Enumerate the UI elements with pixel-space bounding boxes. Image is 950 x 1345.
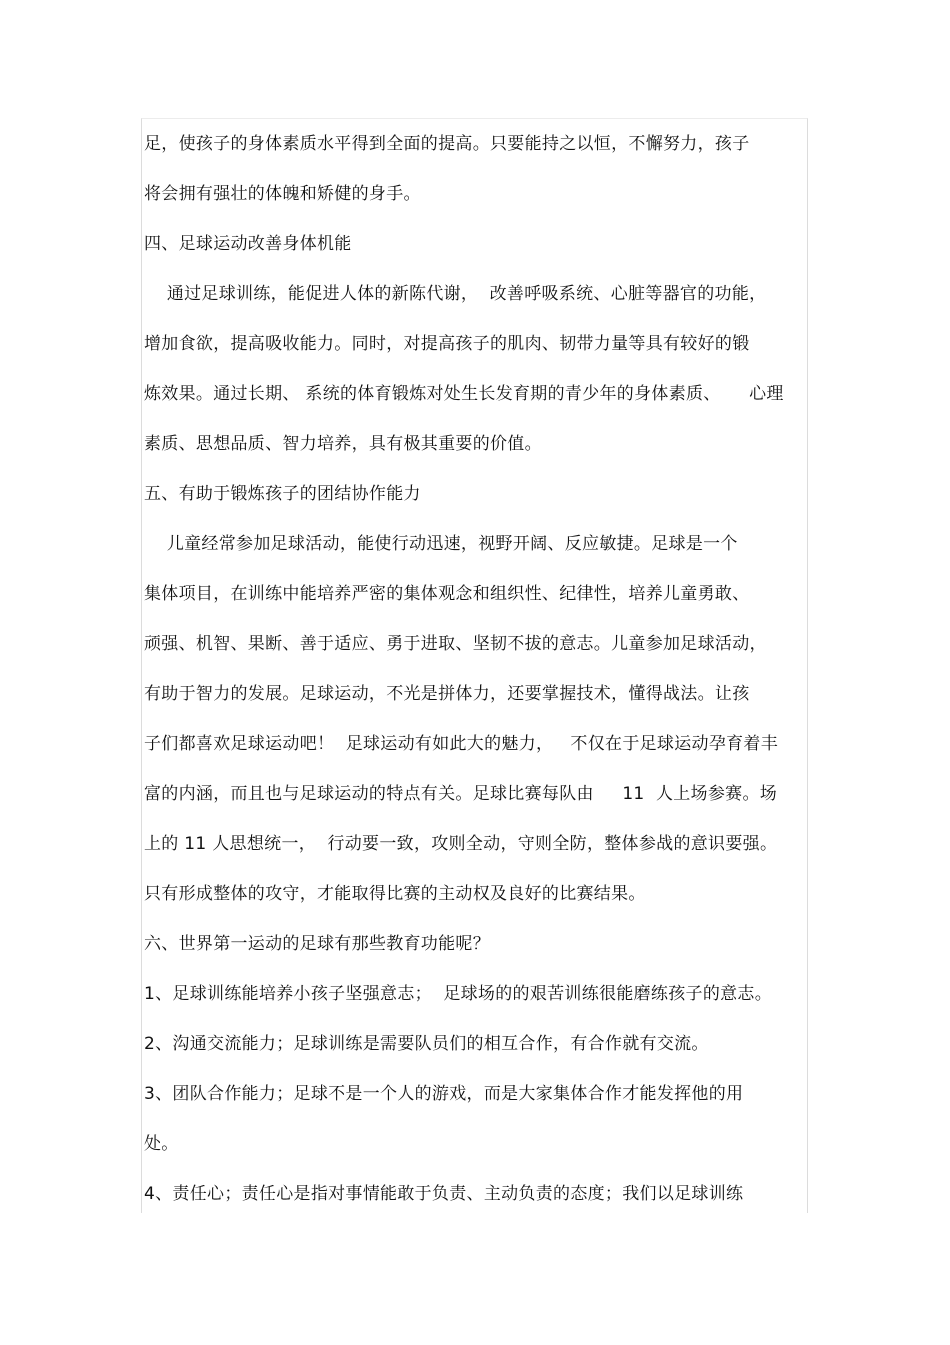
text-line: 有助于智力的发展。足球运动，不光是拼体力，还要掌握技术，懂得战法。让孩 — [144, 684, 750, 704]
section-heading: 四、足球运动改善身体机能 — [144, 234, 352, 254]
text-line: 顽强、机智、果断、善于适应、勇于进取、坚韧不拔的意志。儿童参加足球活动， — [144, 634, 767, 654]
text-line: 炼效果。通过长期、 系统的体育锻炼对处生长发育期的青少年的身体素质、 心理 — [144, 384, 784, 404]
text-line: 增加食欲，提高吸收能力。同时，对提高孩子的肌肉、韧带力量等具有较好的锻 — [144, 334, 750, 354]
section-heading: 五、有助于锻炼孩子的团结协作能力 — [144, 484, 421, 504]
text-line: 只有形成整体的攻守，才能取得比赛的主动权及良好的比赛结果。 — [144, 884, 646, 904]
list-item: 3、团队合作能力；足球不是一个人的游戏，而是大家集体合作才能发挥他的用 — [144, 1084, 744, 1104]
text-line: 上的 11 人思想统一， 行动要一致，攻则全动，守则全防，整体参战的意识要强。 — [144, 834, 778, 854]
text-line: 通过足球训练，能促进人体的新陈代谢， 改善呼吸系统、心脏等器官的功能， — [144, 284, 767, 304]
list-item: 4、责任心；责任心是指对事情能敢于负责、主动负责的态度；我们以足球训练 — [144, 1184, 744, 1204]
document-body — [144, 125, 808, 1225]
text-line: 将会拥有强壮的体魄和矫健的身手。 — [144, 184, 421, 204]
list-item: 1、足球训练能培养小孩子坚强意志； 足球场的的艰苦训练很能磨练孩子的意志。 — [144, 984, 773, 1004]
text-line: 处。 — [144, 1134, 179, 1154]
text-line: 子们都喜欢足球运动吧！ 足球运动有如此大的魅力， 不仅在于足球运动孕育着丰 — [144, 734, 779, 754]
list-item: 2、沟通交流能力；足球训练是需要队员们的相互合作，有合作就有交流。 — [144, 1034, 709, 1054]
text-line: 儿童经常参加足球活动，能使行动迅速，视野开阔、反应敏捷。足球是一个 — [144, 534, 738, 554]
text-line: 素质、思想品质、智力培养，具有极其重要的价值。 — [144, 434, 542, 454]
text-line: 集体项目，在训练中能培养严密的集体观念和组织性、纪律性，培养儿童勇敢、 — [144, 584, 750, 604]
section-heading: 六、世界第一运动的足球有那些教育功能呢？ — [144, 934, 490, 954]
text-line: 足，使孩子的身体素质水平得到全面的提高。只要能持之以恒，不懈努力，孩子 — [144, 134, 750, 154]
text-line: 富的内涵，而且也与足球运动的特点有关。足球比赛每队由 11 人上场参赛。场 — [144, 784, 778, 804]
